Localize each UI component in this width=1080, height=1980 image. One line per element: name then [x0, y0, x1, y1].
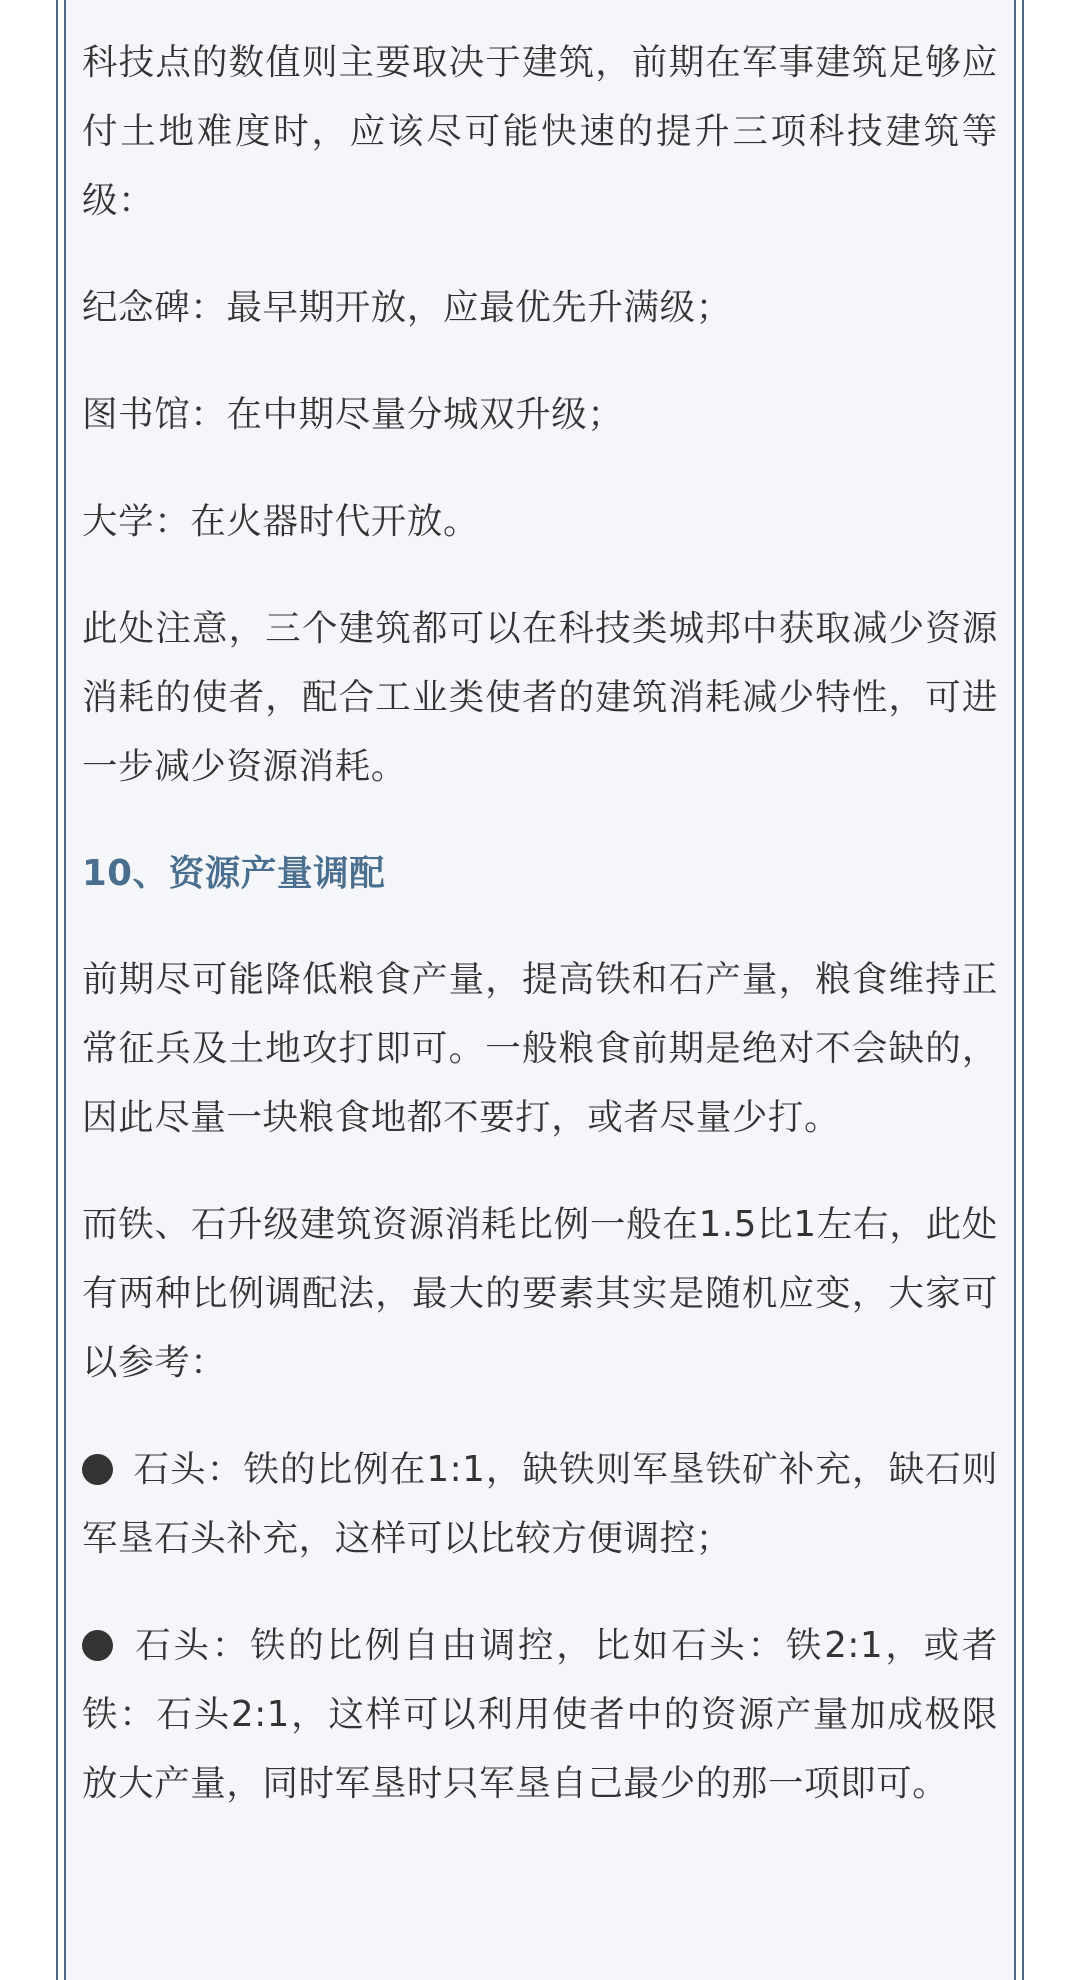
- paragraph-note: 此处注意，三个建筑都可以在科技类城邦中获取减少资源消耗的使者，配合工业类使者的建筑消耗减少特性，可进一步减少资源消耗。: [82, 608, 998, 787]
- article-body: [82, 28, 998, 1856]
- bullet-text-1: 石头：铁的比例在1:1，缺铁则军垦铁矿补充，缺石则军垦石头补充，这样可以比较方便调控；: [82, 1449, 998, 1559]
- bullet-text-2: 石头：铁的比例自由调控，比如石头：铁2:1，或者铁：石头2:1，这样可以利用使者中的资源产量加成极限放大产量，同时军垦时只军垦自己最少的那一项即可。: [82, 1625, 998, 1804]
- section-heading: 10、资源产量调配: [82, 853, 386, 894]
- paragraph-monument: 纪念碑：最早期开放，应最优先升满级；: [82, 287, 732, 328]
- paragraph-tech-buildings: 科技点的数值则主要取决于建筑，前期在军事建筑足够应付土地难度时，应该尽可能快速的提升三项科技建筑等级：: [82, 42, 998, 221]
- bullet-item-2: [82, 1611, 998, 1818]
- paragraph-library: 图书馆：在中期尽量分城双升级；: [82, 394, 624, 435]
- bullet-dot-icon: [82, 1630, 113, 1661]
- bullet-dot-icon: [82, 1454, 113, 1485]
- paragraph-university: 大学：在火器时代开放。: [82, 501, 480, 542]
- paragraph-iron-stone: 而铁、石升级建筑资源消耗比例一般在1.5比1左右，此处有两种比例调配法，最大的要素其实是随机应变，大家可以参考：: [82, 1204, 998, 1383]
- bullet-item-1: [82, 1435, 998, 1573]
- paragraph-food: 前期尽可能降低粮食产量，提高铁和石产量，粮食维持正常征兵及土地攻打即可。一般粮食前期是绝对不会缺的，因此尽量一块粮食地都不要打，或者尽量少打。: [82, 959, 998, 1138]
